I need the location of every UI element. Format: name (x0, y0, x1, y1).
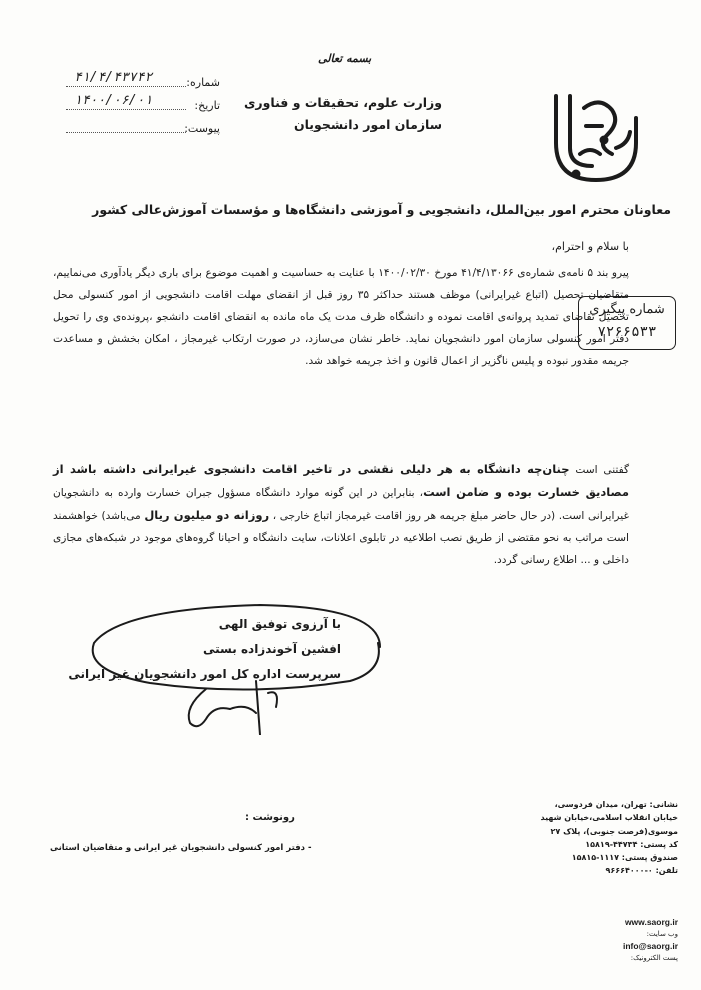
address-line: تلفن: ۰-۹۶۶۶۴۰۰۰ (605, 866, 678, 876)
body-paragraph-2 (53, 458, 629, 571)
address-line: کد پستی: ۴۴۷۳۴-۱۵۸۱۹ (585, 839, 678, 849)
website-link[interactable]: www.saorg.ir (624, 917, 678, 927)
footer-contacts (556, 916, 678, 964)
letter-meta (60, 70, 220, 139)
meta-date-row (60, 93, 220, 116)
email-label: پست الکترونیک: (630, 954, 678, 962)
paragraph2-end: می‌باشد) خواهشمند است مراتب به نحو مقتضی از طریق نصب اطلاعیه در تابلوی اعلانات، سایت دانشگاه و احیانا گروه‌های موجود در شبکه‌های مجازی داخلی و ... اطلاع رسانی گردد. (53, 510, 629, 566)
organization-name: سازمان امور دانشجویان (293, 117, 442, 132)
greeting: با سلام و احترام، (551, 240, 629, 253)
signature-block (68, 612, 341, 687)
paragraph2-bold-2: روزانه دو میلیون ریال (144, 508, 270, 522)
bismillah-heading: بسمه تعالی (318, 52, 372, 65)
signatory-name: افشین آخوندزاده بستی (203, 642, 341, 656)
cc-item: - دفتر امور کنسولی دانشجویان غیر ایرانی و متقاضیان استانی (50, 843, 312, 853)
date-label: تاریخ: (194, 99, 220, 112)
paragraph2-start: گفتنی است (569, 464, 629, 476)
ministry-name: وزارت علوم، تحقیقات و فناوری (243, 95, 442, 110)
recipient: معاونان محترم امور بین‌الملل، دانشجویی و آموزشی دانشگاه‌ها و مؤسسات آموزش‌عالی کشور (92, 202, 671, 217)
organization-logo (546, 88, 646, 188)
follow-up-number: ۷۲۶۶۵۳۳ (597, 324, 657, 340)
number-label: شماره: (186, 76, 220, 89)
paragraph2-bold-1: چنان‌چه دانشگاه به هر دلیلی نقشی در تاخیر اقامت دانشجوی غیرایرانی داشته باشد از مصادیق خسارت بوده و ضامن است (53, 462, 629, 499)
footer-address (540, 798, 678, 878)
number-value: ۴۱/۴/۴۳۷۴۲ (74, 70, 153, 85)
letterhead (243, 92, 442, 136)
address-line: نشانی: تهران، میدان فردوسی، (554, 800, 678, 809)
date-value: ۱۴۰۰/۰۶/۰۱ (74, 93, 153, 108)
paragraph2-mid: ، بنابراین در این گونه موارد دانشگاه مسؤول جبران خسارت وارده به دانشجویان غیرایرانی است. (در حال حاضر مبلغ جریمه هر روز اقامت غیرمجاز اتباع خارجی ، (53, 487, 629, 522)
follow-up-label: شماره پیگیری (589, 302, 665, 317)
website-label: وب سایت: (646, 930, 678, 938)
meta-attachment-row (60, 116, 220, 139)
signatory-title: سرپرست اداره کل امور دانشجویان غیر ایرانی (68, 667, 341, 681)
meta-number-row (60, 70, 220, 93)
email-link[interactable]: info@saorg.ir (622, 941, 678, 951)
cc-title: رونوشت : (245, 812, 295, 823)
address-line: صندوق پستی: ۱۱۱۷-۱۵۸۱۵ (571, 853, 678, 863)
closing-text: با آرزوی توفیق الهی (218, 617, 341, 631)
attachment-label: پیوست: (184, 122, 220, 135)
address-line: موسوی(فرصت جنوبی)، پلاک ۲۷ (550, 826, 678, 836)
body-paragraph-1: پیرو بند ۵ نامه‌ی شماره‌ی ۴۱/۴/۱۳۰۶۶ مورخ ۱۴۰۰/۰۲/۳۰ با عنایت به حساسیت و اهمیت موضوع برای باری دیگر یادآوری می‌نماییم، متقاضیان تحصیل (اتباع غیرایرانی) موظف هستند حداکثر ۳۵ روز قبل از انقضای مهلت اقامت دانشجویی از امور کنسولی محل تحصیل تقاضای تمدید پروانه‌ی اقامت نموده و دانشگاه ظرف مدت یک ماه مانده به انقضای اقامت دانشجو ،پرونده‌ی وی را تحویل دفتر امور کنسولی سازمان امور دانشجویان نماید. خاطر نشان می‌سازد، در صورت ارتکاب غیرمجاز ، امکان بخشش و مساعدت جریمه مقدور نبوده و پلیس ناگزیر از اعمال قانون و اخذ جریمه خواهد شد. (53, 267, 630, 367)
address-line: خیابان انقلاب اسلامی،خیابان شهید (540, 813, 678, 823)
